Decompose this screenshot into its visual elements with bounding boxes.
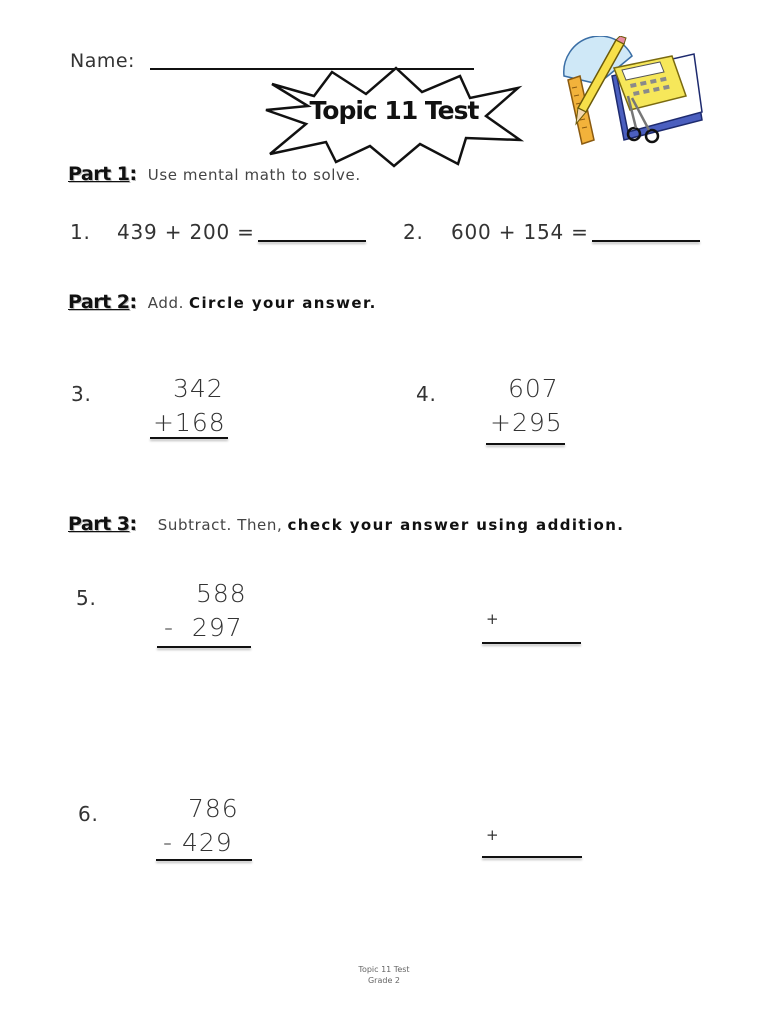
footer-grade: Grade 2 bbox=[367, 976, 401, 985]
question-3-bottom-number: +168 bbox=[153, 408, 226, 437]
question-1-answer-line[interactable] bbox=[258, 240, 366, 242]
question-5-number: 5. bbox=[76, 586, 97, 610]
question-5-top-number: 588 bbox=[196, 579, 247, 608]
question-1-number: 1. bbox=[70, 220, 91, 244]
part1-instruction: Use mental math to solve. bbox=[147, 166, 361, 184]
footer-title: Topic 11 Test bbox=[358, 965, 410, 974]
part2-colon: : bbox=[129, 291, 137, 313]
question-4-bottom-number: +295 bbox=[490, 408, 563, 437]
question-5-check-plus-sign: + bbox=[486, 610, 499, 628]
question-6-check-plus-sign: + bbox=[486, 826, 499, 844]
question-4-number: 4. bbox=[416, 382, 437, 406]
part2-heading bbox=[68, 291, 377, 313]
question-5-difference-line bbox=[157, 646, 251, 648]
school-supplies-icon bbox=[552, 36, 704, 148]
part3-heading bbox=[68, 513, 624, 535]
part3-colon: : bbox=[129, 513, 137, 535]
question-6-check-line[interactable] bbox=[482, 856, 582, 858]
part1-title: Part 1 bbox=[68, 163, 130, 185]
part3-instruction-bold: check your answer using addition. bbox=[287, 516, 625, 534]
question-6-difference-line bbox=[156, 859, 252, 861]
question-6-top-number: 786 bbox=[188, 794, 239, 823]
part2-instruction: Add. bbox=[147, 294, 184, 312]
part1-heading bbox=[68, 163, 361, 185]
question-4-top-number: 607 bbox=[508, 374, 559, 403]
question-3-top-number: 342 bbox=[173, 374, 224, 403]
part2-title: Part 2 bbox=[68, 291, 130, 313]
question-1-expression: 439 + 200 = bbox=[117, 220, 255, 244]
part3-title: Part 3 bbox=[68, 513, 130, 535]
part3-instruction: Subtract. Then, bbox=[157, 516, 283, 534]
question-5-check-line[interactable] bbox=[482, 642, 581, 644]
part2-instruction-bold: Circle your answer. bbox=[189, 294, 377, 312]
page-title: Topic 11 Test bbox=[309, 96, 479, 125]
question-6-number: 6. bbox=[78, 802, 99, 826]
part1-colon: : bbox=[129, 163, 137, 185]
question-2-expression: 600 + 154 = bbox=[451, 220, 589, 244]
footer bbox=[0, 964, 768, 986]
question-4-sum-line bbox=[486, 443, 565, 445]
question-6-bottom-number: - 429 bbox=[163, 828, 233, 857]
question-5-bottom-number: - 297 bbox=[164, 613, 243, 642]
question-3-number: 3. bbox=[71, 382, 92, 406]
name-label: Name: bbox=[70, 50, 135, 72]
question-2-number: 2. bbox=[403, 220, 424, 244]
question-3-sum-line bbox=[150, 437, 228, 439]
question-2-answer-line[interactable] bbox=[592, 240, 700, 242]
